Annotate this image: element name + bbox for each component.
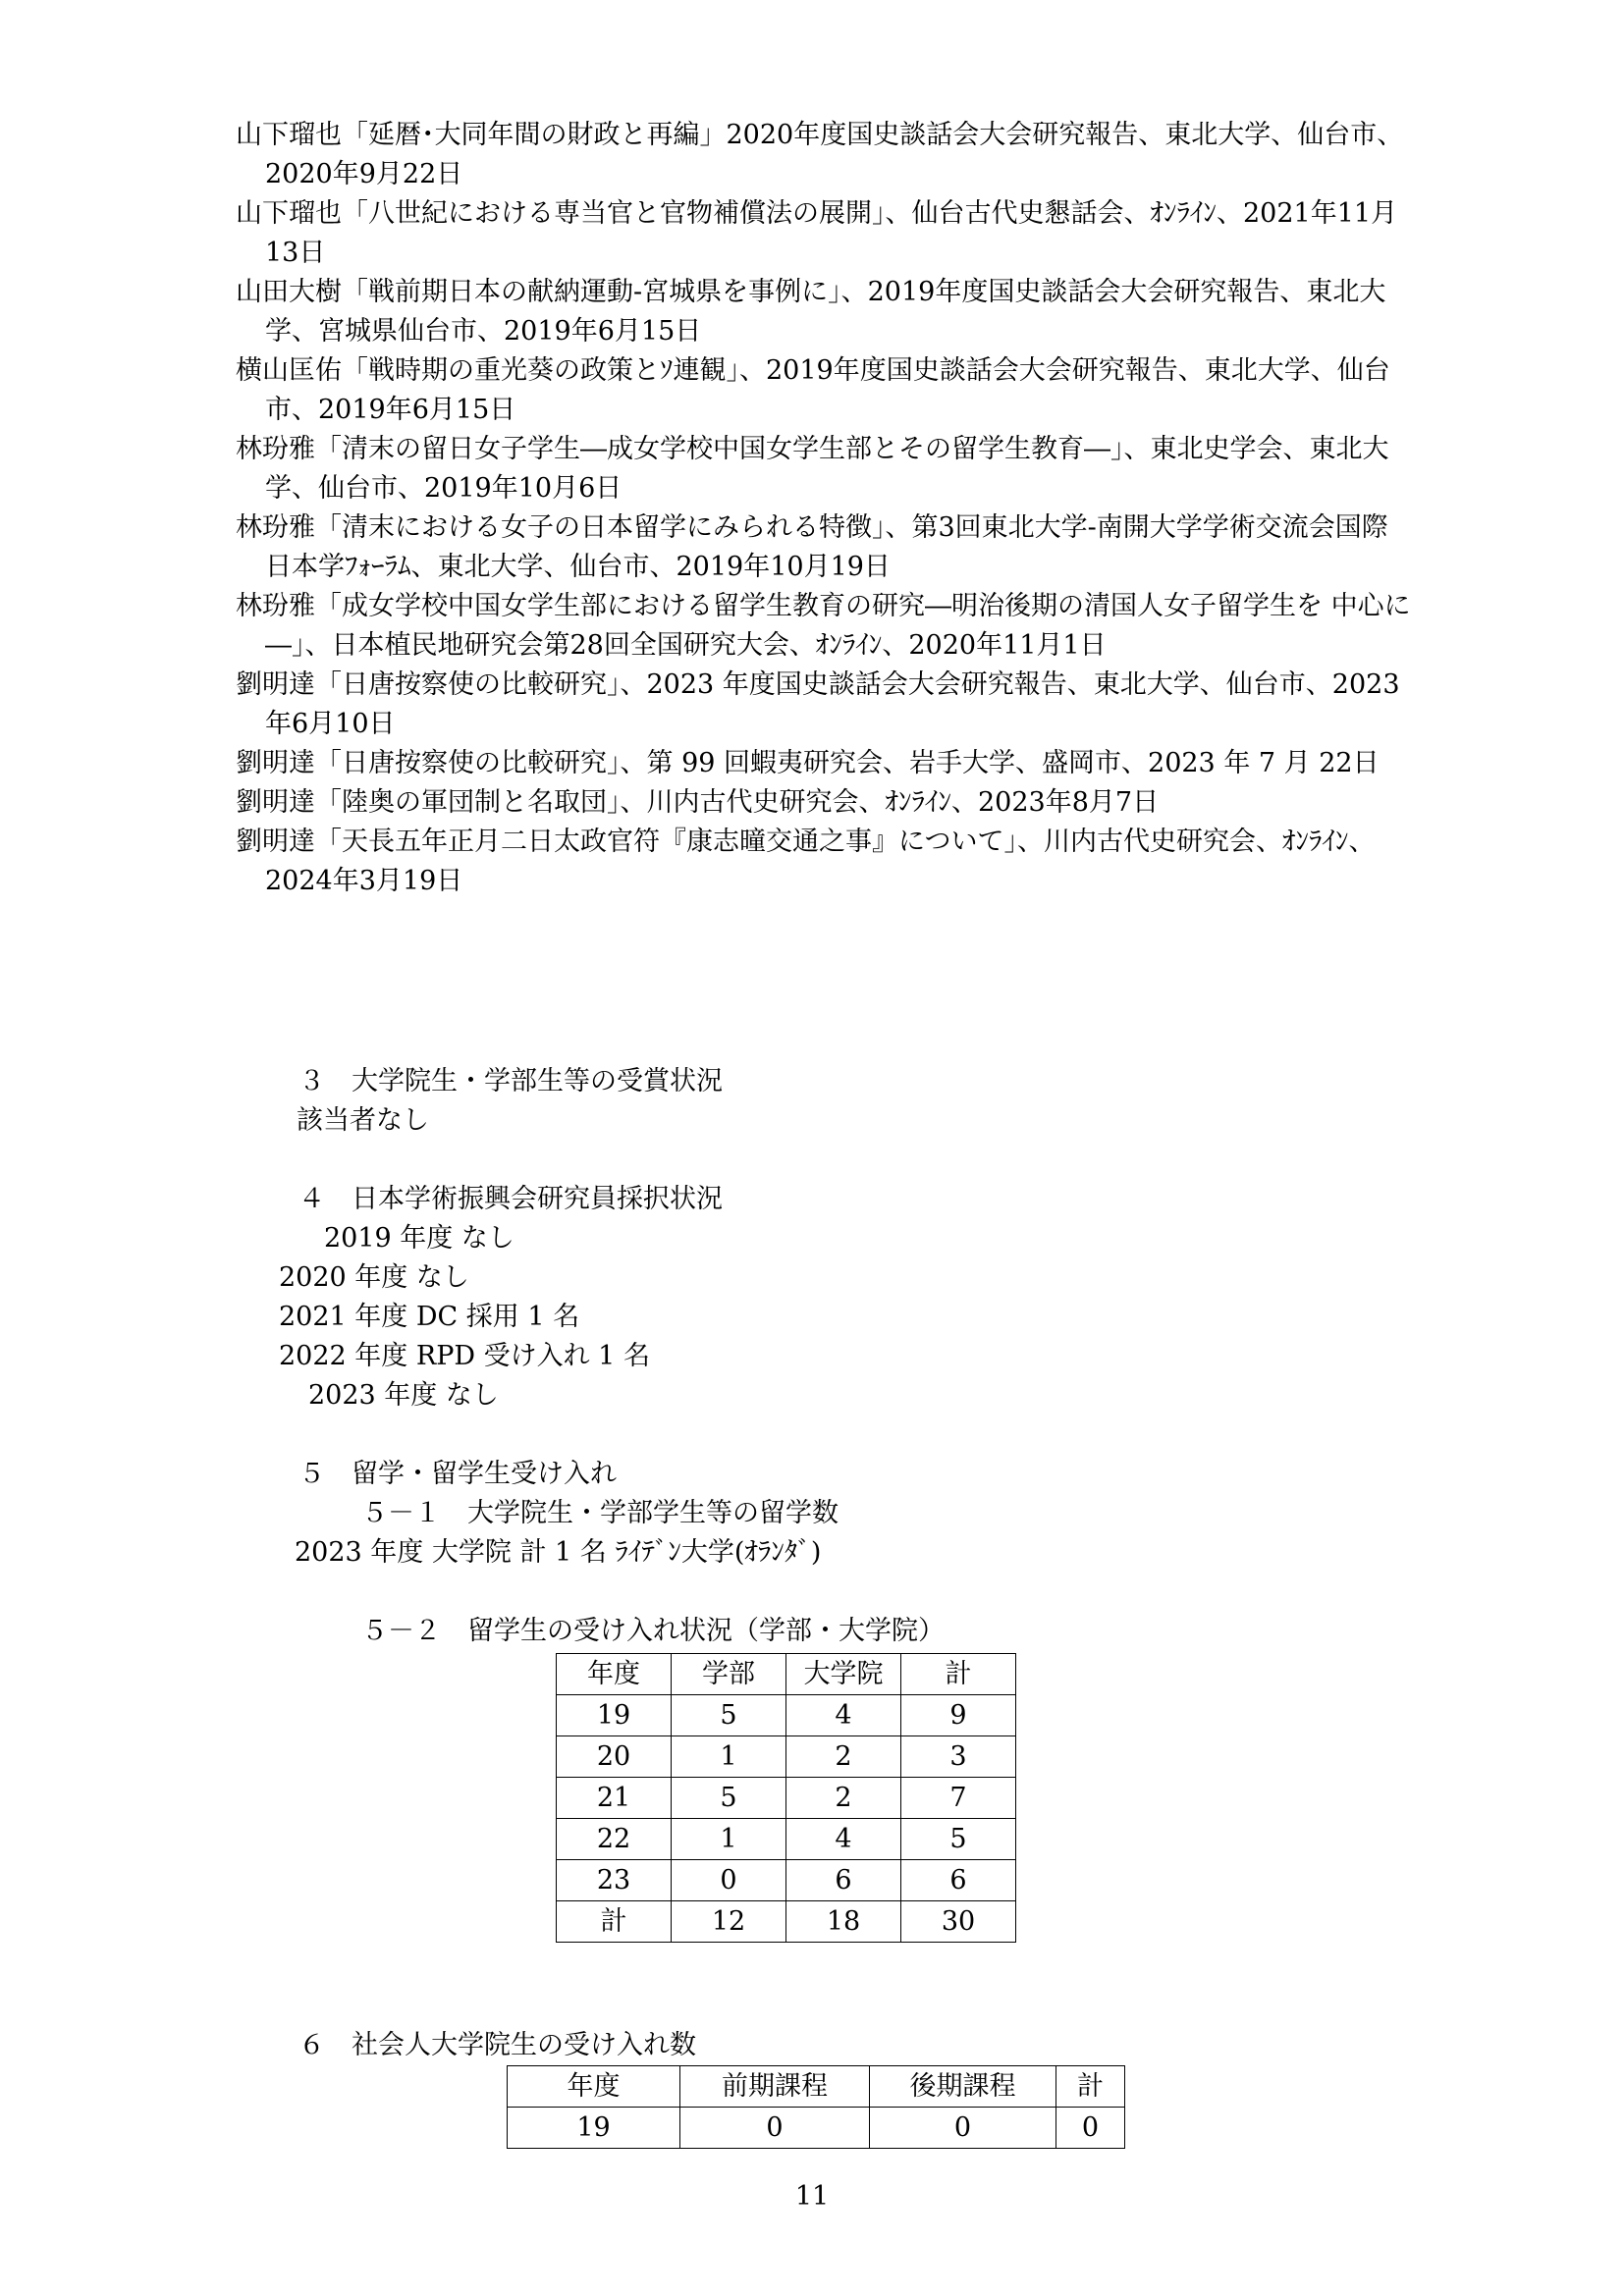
section4-line: 2021 年度 DC 採用 1 名 <box>279 1302 580 1332</box>
table-header: 大学院 <box>786 1654 901 1695</box>
section4-line: 2022 年度 RPD 受け入れ 1 名 <box>279 1341 650 1371</box>
table-cell: 22 <box>557 1819 672 1860</box>
table-header: 年度 <box>557 1654 672 1695</box>
reference-item: 横山匡佑「戦時期の重光葵の政策とｿ連観」、2019年度国史談話会大会研究報告、東北大学、仙台市、2019年6月15日 <box>236 355 1390 425</box>
table-cell: 20 <box>557 1736 672 1778</box>
section3-heading: ３ 大学院生・学部生等の受賞状況 <box>298 1066 723 1096</box>
table-total-row <box>557 1901 1016 1943</box>
table-cell: 30 <box>901 1901 1016 1943</box>
table-cell: 1 <box>672 1736 786 1778</box>
section4-line: 2020 年度 なし <box>279 1262 469 1293</box>
page-number: 11 <box>794 2181 830 2212</box>
table-cell: 2 <box>786 1736 901 1778</box>
section5-sub1-heading: ５－１ 大学院生・学部学生等の留学数 <box>361 1498 839 1528</box>
reference-item: 林玢雅「清末における女子の日本留学にみられる特徴」、第3回東北大学-南開大学学術交流会国際日本学ﾌｫｰﾗﾑ、東北大学、仙台市、2019年10月19日 <box>236 512 1388 582</box>
table-header: 計 <box>1056 2066 1125 2108</box>
table-cell: 19 <box>557 1695 672 1736</box>
table-cell: 0 <box>680 2108 870 2149</box>
table-header: 年度 <box>508 2066 680 2108</box>
table-cell: 18 <box>786 1901 901 1943</box>
section4-line: 2019 年度 なし <box>324 1223 514 1254</box>
table-row <box>557 1695 1016 1736</box>
table-cell: 0 <box>1056 2108 1125 2149</box>
table-cell: 0 <box>672 1860 786 1901</box>
table-header-row <box>557 1654 1016 1695</box>
table-cell: 6 <box>901 1860 1016 1901</box>
reference-item: 劉明達「天長五年正月二日太政官符『康志曈交通之事』について」、川内古代史研究会、ｵﾝﾗｲﾝ、2024年3月19日 <box>236 827 1376 896</box>
table-cell: 7 <box>901 1778 1016 1819</box>
section5-heading: ５ 留学・留学生受け入れ <box>298 1459 617 1489</box>
table-row <box>557 1778 1016 1819</box>
section3-body: 該当者なし <box>297 1105 429 1136</box>
section4-heading: ４ 日本学術振興会研究員採択状況 <box>298 1184 723 1214</box>
section6-heading: ６ 社会人大学院生の受け入れ数 <box>298 2030 696 2060</box>
reference-item: 林玢雅「清末の留日女子学生―成女学校中国女学生部とその留学生教育―」、東北史学会、東北大学、仙台市、2019年10月6日 <box>236 434 1389 504</box>
table-header: 学部 <box>672 1654 786 1695</box>
section4-line: 2023 年度 なし <box>308 1380 499 1411</box>
working-student-table <box>507 2065 1125 2149</box>
table-header-row <box>508 2066 1125 2108</box>
table-cell: 2 <box>786 1778 901 1819</box>
table-row <box>557 1860 1016 1901</box>
table-header: 計 <box>901 1654 1016 1695</box>
table-header: 後期課程 <box>870 2066 1056 2108</box>
table-row <box>557 1819 1016 1860</box>
reference-item: 林玢雅「成女学校中国女学生部における留学生教育の研究―明治後期の清国人女子留学生を 中心に―」、日本植民地研究会第28回全国研究大会、ｵﾝﾗｲﾝ、2020年11月1日 <box>236 591 1411 661</box>
table-cell: 12 <box>672 1901 786 1943</box>
table-cell: 計 <box>557 1901 672 1943</box>
table-cell: 6 <box>786 1860 901 1901</box>
table-header: 前期課程 <box>680 2066 870 2108</box>
section5-sub2-heading: ５－２ 留学生の受け入れ状況（学部・大学院） <box>361 1616 945 1646</box>
reference-item: 山田大樹「戦前期日本の献納運動-宮城県を事例に」、2019年度国史談話会大会研究報告、東北大学、宮城県仙台市、2019年6月15日 <box>236 277 1386 347</box>
table-cell: 9 <box>901 1695 1016 1736</box>
reference-item: 劉明達「陸奥の軍団制と名取団」、川内古代史研究会、ｵﾝﾗｲﾝ、2023年8月7日 <box>236 787 1160 818</box>
table-row <box>508 2108 1125 2149</box>
table-row <box>557 1736 1016 1778</box>
table-cell: 3 <box>901 1736 1016 1778</box>
table-cell: 0 <box>870 2108 1056 2149</box>
table-cell: 5 <box>901 1819 1016 1860</box>
table-cell: 21 <box>557 1778 672 1819</box>
reference-item: 山下瑠也「延暦･大同年間の財政と再編」2020年度国史談話会大会研究報告、東北大学、仙台市、2020年9月22日 <box>236 120 1404 189</box>
table-cell: 4 <box>786 1695 901 1736</box>
table-cell: 5 <box>672 1695 786 1736</box>
table-cell: 23 <box>557 1860 672 1901</box>
table-cell: 19 <box>508 2108 680 2149</box>
exchange-student-table <box>556 1653 1016 1943</box>
table-cell: 1 <box>672 1819 786 1860</box>
table-cell: 5 <box>672 1778 786 1819</box>
section5-sub1-line: 2023 年度 大学院 計 1 名 ﾗｲﾃﾞﾝ大学(ｵﾗﾝﾀﾞ) <box>295 1537 822 1568</box>
reference-item: 山下瑠也「八世紀における専当官と官物補償法の展開」、仙台古代史懇話会、ｵﾝﾗｲﾝ、2021年11月13日 <box>236 198 1398 268</box>
reference-item: 劉明達「日唐按察使の比較研究」、2023 年度国史談話会大会研究報告、東北大学、仙台市、2023年6月10日 <box>236 669 1400 739</box>
reference-list <box>236 116 1414 901</box>
table-cell: 4 <box>786 1819 901 1860</box>
reference-item: 劉明達「日唐按察使の比較研究」、第 99 回蝦夷研究会、岩手大学、盛岡市、2023 年 7 月 22日 <box>236 748 1380 778</box>
